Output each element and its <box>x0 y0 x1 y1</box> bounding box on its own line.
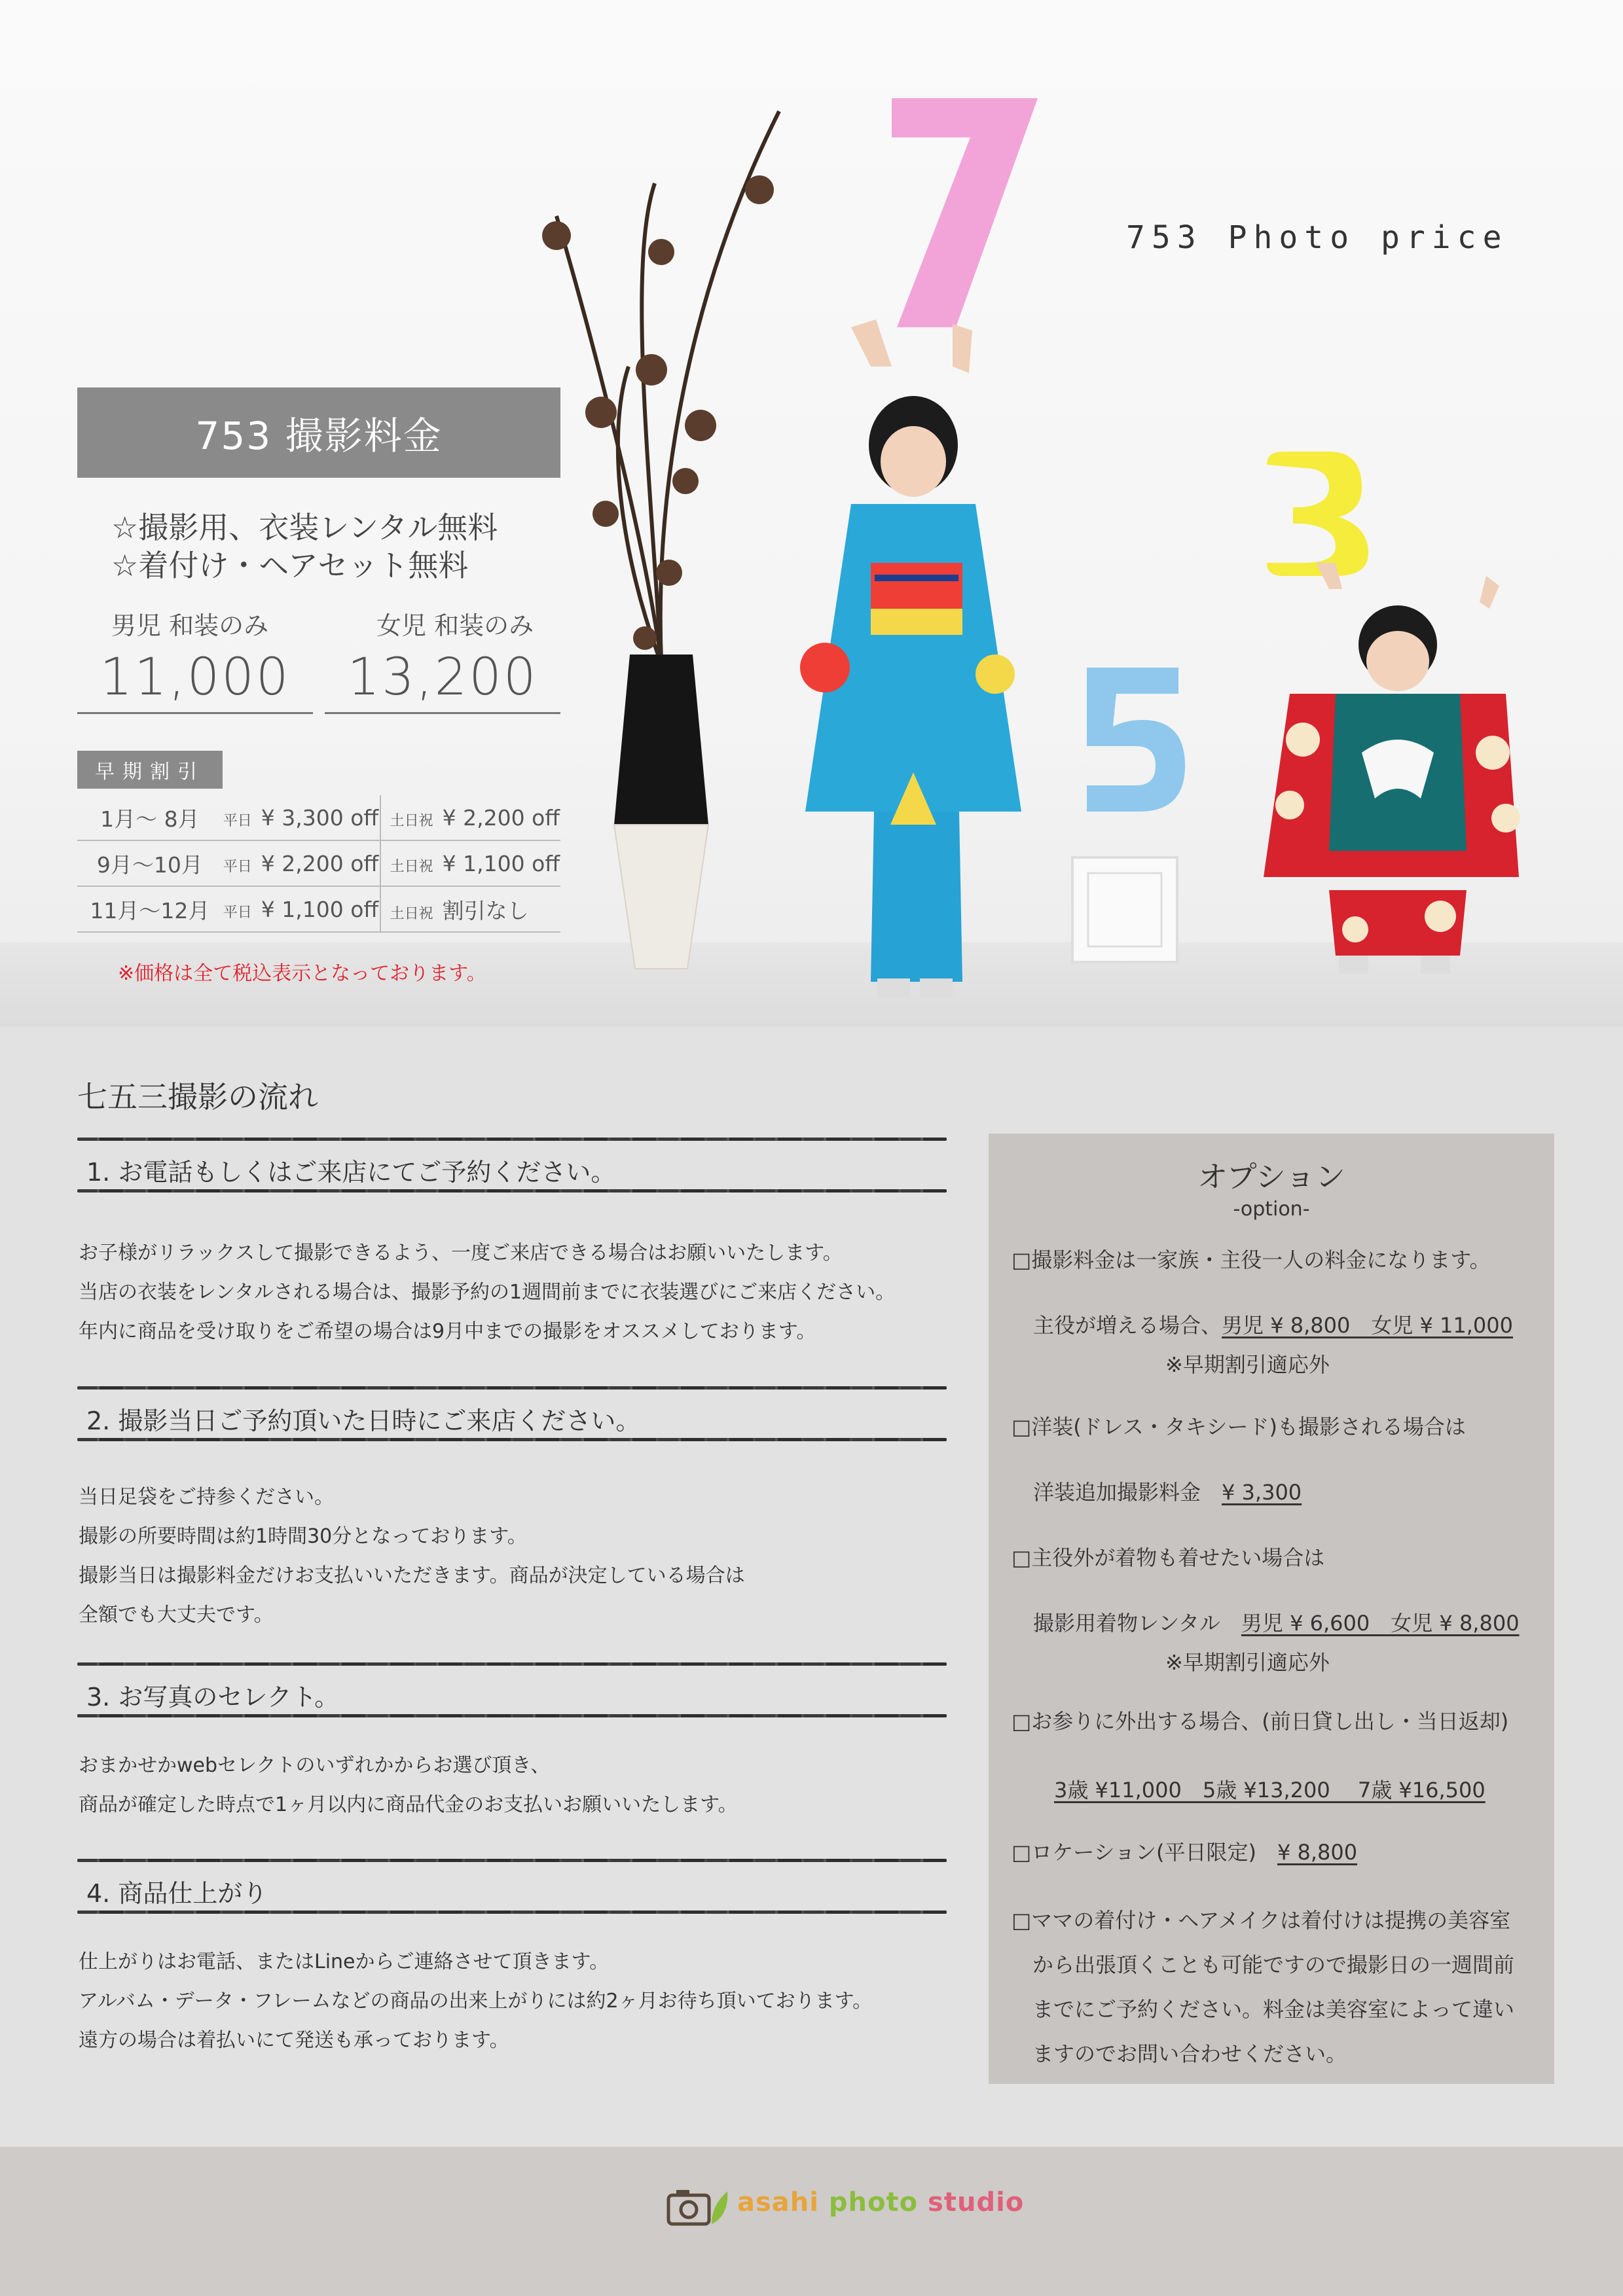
price-heading: 753 撮影料金 <box>77 387 560 478</box>
text-line: 遠方の場合は着払いにて発送も承っております。 <box>79 2029 509 2052</box>
text-line: から出張頂くことも可能ですので撮影日の一週間前 <box>1032 1952 1515 1977</box>
text-line: 仕上がりはお電話、またはLineからご連絡させて頂きます。 <box>79 1950 610 1973</box>
discount-months: 1月〜 8月 <box>77 795 223 840</box>
option-western-price-value: ¥ 3,300 <box>1222 1480 1302 1505</box>
rule-divider <box>77 1386 947 1390</box>
text-line: ますのでお問い合わせください。 <box>1032 2041 1347 2066</box>
step-2-text <box>79 1478 745 1635</box>
english-title: 753 Photo price <box>1126 219 1508 256</box>
number-three-prop <box>1267 452 1368 576</box>
option-kimono-rental-price: 男児 ¥ 6,600 女児 ¥ 8,800 <box>1241 1611 1520 1636</box>
weekend-tag: 土日祝 <box>390 812 433 829</box>
step-3-text <box>79 1746 738 1825</box>
camera-leaf-logo-icon <box>665 2186 730 2228</box>
step-4-text <box>79 1943 872 2060</box>
options-title: オプション <box>1197 1159 1345 1194</box>
option-western-price <box>1033 1476 1302 1506</box>
option-location-price: ¥ 8,800 <box>1277 1840 1358 1865</box>
weekend-discount-value: 割引なし <box>442 897 529 924</box>
perk-costume-rental: ☆撮影用、衣装レンタル無料 <box>111 510 498 545</box>
weekend-discount <box>380 840 560 886</box>
number-five-prop <box>1087 668 1185 812</box>
option-note: ※早期割引適応外 <box>1165 1352 1330 1377</box>
option-mama-hair-makeup <box>1012 1898 1514 2076</box>
rule-divider <box>77 1438 947 1441</box>
step-1-title: 1. お電話もしくはご来店にてご予約ください。 <box>86 1158 616 1187</box>
weekday-discount <box>223 795 380 840</box>
rule-divider <box>77 1714 947 1717</box>
option-outing: □お参りに外出する場合、(前日貸し出し・当日返却) <box>1012 1709 1509 1734</box>
text-line: 年内に商品を受け取りをご希望の場合は9月中までの撮影をオススメしております。 <box>79 1320 816 1343</box>
rattan-balls <box>542 175 774 650</box>
rule-divider <box>77 1138 947 1141</box>
step-3-title: 3. お写真のセレクト。 <box>86 1683 340 1712</box>
text-line: までにご予約ください。料金は美容室によって違い <box>1032 1997 1515 2022</box>
option-western-label: 洋装追加撮影料金 <box>1033 1480 1222 1505</box>
discount-row <box>77 840 560 886</box>
step-4-title: 4. 商品仕上がり <box>86 1879 268 1908</box>
option-note: ※早期割引適応外 <box>1165 1650 1330 1675</box>
text-line: 当日足袋をご持参ください。 <box>79 1486 334 1509</box>
text-line: 商品が確定した時点で1ヶ月以内に商品代金のお支払いお願いいたします。 <box>79 1793 738 1816</box>
girl-price: 13,200 <box>325 648 560 714</box>
weekday-tag: 平日 <box>223 812 252 829</box>
discount-row <box>77 886 560 932</box>
option-sibling-kimono: □主役外が着物も着せたい場合は <box>1012 1545 1325 1570</box>
early-discount-table <box>77 795 560 933</box>
weekend-discount <box>380 886 560 932</box>
studio-logo-text <box>737 2187 1024 2217</box>
weekday-discount-value: ¥ 3,300 off <box>261 804 379 831</box>
vase-white <box>614 825 708 969</box>
vase-black <box>614 655 708 825</box>
option-extra-child-label: 主役が増える場合、 <box>1033 1313 1222 1338</box>
weekday-discount <box>223 886 380 932</box>
logo-word-asahi: asahi <box>737 2187 829 2217</box>
tax-note: ※価格は全て税込表示となっております。 <box>118 962 486 985</box>
number-seven-prop <box>892 98 1038 327</box>
flow-title: 七五三撮影の流れ <box>77 1079 318 1115</box>
footer <box>0 2147 1623 2296</box>
weekday-discount <box>223 840 380 886</box>
weekend-tag: 土日祝 <box>390 858 433 875</box>
discount-months: 11月〜12月 <box>77 886 223 932</box>
text-line: 撮影の所要時間は約1時間30分となっております。 <box>79 1525 527 1548</box>
logo-word-photo: photo <box>828 2187 928 2217</box>
text-line: 撮影当日は撮影料金だけお支払いいただきます。商品が決定している場合は <box>79 1564 745 1587</box>
text-line: おまかせかwebセレクトのいずれかからお選び頂き、 <box>79 1754 551 1777</box>
rule-divider <box>77 1189 947 1193</box>
options-subtitle: -option- <box>1233 1198 1310 1221</box>
option-kimono-rental <box>1033 1607 1520 1637</box>
rule-divider <box>77 1662 947 1666</box>
weekend-discount-value: ¥ 1,100 off <box>442 850 560 876</box>
boy-price: 11,000 <box>77 648 313 714</box>
girl-label: 女児 和装のみ <box>376 611 534 640</box>
logo-word-studio: studio <box>928 2187 1025 2217</box>
weekday-discount-value: ¥ 2,200 off <box>261 850 379 876</box>
text-line: お子様がリラックスして撮影できるよう、一度ご来店できる場合はお願いいたします。 <box>79 1242 843 1265</box>
weekend-tag: 土日祝 <box>390 905 433 922</box>
text-line: 全額でも大丈夫です。 <box>79 1604 274 1626</box>
option-extra-child <box>1033 1309 1513 1339</box>
weekday-discount-value: ¥ 1,100 off <box>261 896 379 922</box>
option-family-rate: □撮影料金は一家族・主役一人の料金になります。 <box>1012 1247 1491 1272</box>
hero-banner <box>0 0 1623 1026</box>
weekday-tag: 平日 <box>223 904 252 921</box>
text-line: アルバム・データ・フレームなどの商品の出来上がりには約2ヶ月お待ち頂いております。 <box>79 1990 873 2013</box>
discount-months: 9月〜10月 <box>77 840 223 886</box>
option-outing-prices: 3歳 ¥11,000 5歳 ¥13,200 7歳 ¥16,500 <box>1054 1778 1486 1803</box>
discount-row <box>77 795 560 840</box>
step-2-title: 2. 撮影当日ご予約頂いた日時にご来店ください。 <box>86 1407 641 1435</box>
child-in-red-kimono <box>1264 563 1520 974</box>
weekday-tag: 平日 <box>223 858 252 875</box>
option-kimono-rental-label: 撮影用着物レンタル <box>1033 1611 1241 1636</box>
perk-dressing-hair: ☆着付け・ヘアセット無料 <box>111 548 469 583</box>
text-line: □ママの着付け・ヘアメイクは着付けは提携の美容室 <box>1012 1908 1511 1933</box>
option-western-attire: □洋装(ドレス・タキシード)も撮影される場合は <box>1012 1414 1466 1439</box>
text-line: 当店の衣装をレンタルされる場合は、撮影予約の1週間前までに衣装選びにご来店ください。 <box>79 1281 896 1304</box>
rule-divider <box>77 1910 947 1914</box>
step-1-text <box>79 1234 895 1352</box>
option-extra-child-price: 男児 ¥ 8,800 女児 ¥ 11,000 <box>1222 1313 1514 1338</box>
weekend-discount <box>380 795 560 840</box>
option-location-label: □ロケーション(平日限定) <box>1012 1840 1277 1865</box>
boy-label: 男児 和装のみ <box>111 611 269 640</box>
option-location <box>1012 1836 1357 1866</box>
weekend-discount-value: ¥ 2,200 off <box>442 804 560 831</box>
early-discount-tag: 早期割引 <box>77 751 223 789</box>
child-in-blue-kimono <box>800 319 1021 998</box>
rule-divider <box>77 1859 947 1862</box>
